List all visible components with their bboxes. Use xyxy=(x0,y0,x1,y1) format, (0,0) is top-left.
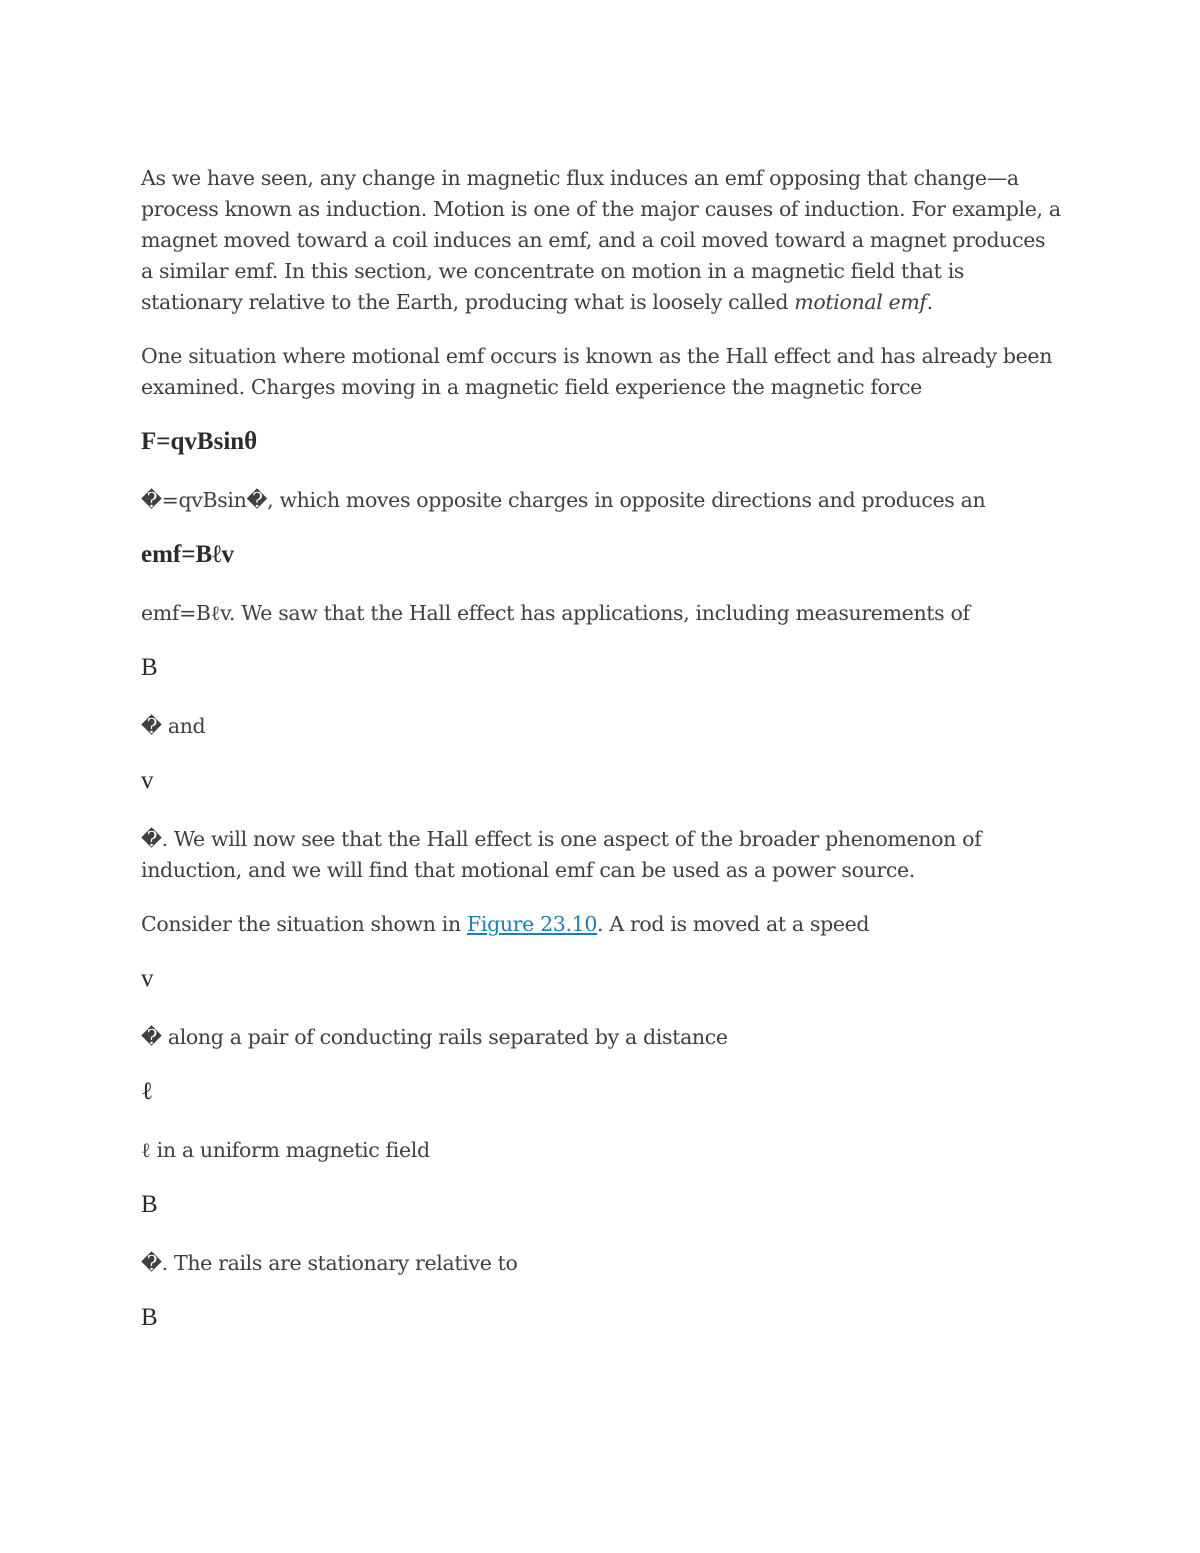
paragraph-intro-end: . xyxy=(926,290,933,314)
paragraph-force-fallback: �=qvBsin�, which moves opposite charges in opposite directions and produces an xyxy=(141,488,986,512)
figure-ref-after: . A rod is moved at a speed xyxy=(597,912,870,936)
paragraph-hall-effect: One situation where motional emf occurs is known as the Hall effect and has already been examined. Charges moving in a magnetic field experience the magnetic force xyxy=(141,344,1053,399)
equation-ell: ℓ xyxy=(141,1078,153,1105)
equation-v-2: v xyxy=(141,965,154,992)
paragraph-figure-ref xyxy=(141,909,1061,940)
paragraph-rails: � along a pair of conducting rails separated by a distance xyxy=(141,1025,728,1049)
equation-b-2: B xyxy=(141,1191,158,1218)
equation-b-3: B xyxy=(141,1304,158,1331)
equation-b-1: B xyxy=(141,654,158,681)
figure-link[interactable]: Figure 23.10 xyxy=(466,912,598,936)
paragraph-intro xyxy=(141,163,1061,318)
paragraph-stationary: �. The rails are stationary relative to xyxy=(141,1251,518,1275)
paragraph-intro-text: As we have seen, any change in magnetic flux induces an emf opposing that change—a process known as induction. Motion is one of the major causes of induction. For example, a magnet moved toward a coil induces an emf, and a coil moved toward a magnet produces a similar emf. In this section, we concentrate on motion in a magnetic field that is stationary relative to the Earth, producing what is loosely called xyxy=(141,166,1061,314)
emphasis-motional-emf: motional emf xyxy=(794,290,927,314)
paragraph-emf-fallback: emf=Bℓv. We saw that the Hall effect has applications, including measurements of xyxy=(141,601,970,625)
equation-emf: emf=Bℓv xyxy=(141,541,235,568)
figure-ref-before: Consider the situation shown in xyxy=(141,912,467,936)
equation-magnetic-force: F=qvBsinθ xyxy=(141,428,258,455)
equation-v-1: v xyxy=(141,767,154,794)
paragraph-induction: �. We will now see that the Hall effect is one aspect of the broader phenomenon of induction, and we will find that motional emf can be used as a power source. xyxy=(141,827,982,882)
document-body xyxy=(141,163,1061,1361)
paragraph-uniform-field: ℓ in a uniform magnetic field xyxy=(141,1138,430,1162)
paragraph-and: � and xyxy=(141,714,206,738)
